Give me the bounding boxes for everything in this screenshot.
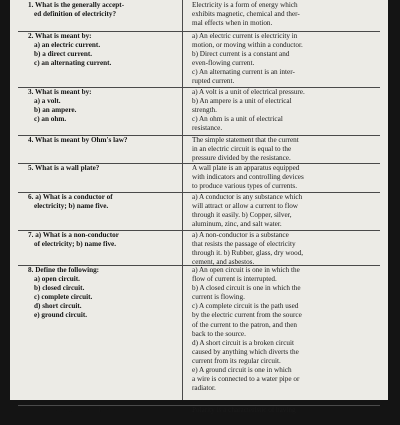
answer-line: by the electric current from the source [192,311,302,320]
answer-line: Electricity is a form of energy which [192,1,298,9]
answer-line: resistance. [192,124,223,133]
answer-line: c) An ohm is a unit of electrical [192,115,283,124]
answer-cell [192,164,374,191]
question-cell [28,32,178,68]
question-line: a) an electric current. [34,41,101,50]
qa-row [18,230,380,266]
answer-line: that resists the passage of electricity [192,240,296,249]
question-line: 9. What is meant by polarity? [28,406,119,414]
answer-line: current is flowing. [192,293,245,302]
question-line: c) complete circuit. [34,293,93,302]
answer-cell [192,88,374,133]
answer-line: a) A non-conductor is a substance [192,231,289,239]
question-line: 4. What is meant by Ohm's law? [28,136,128,144]
answer-line: a) A conductor is any substance which [192,193,303,201]
answer-line: a) An electric current is electricity in [192,32,298,40]
question-cell [28,164,178,173]
question-line: e) ground circuit. [34,311,88,320]
answer-line: aluminum, zinc, and salt water. [192,220,282,229]
answer-line: mal effects when in motion. [192,19,273,28]
question-cell [28,1,178,19]
question-cell [28,266,178,321]
question-line: 7. a) What is a non-conductor [28,231,119,239]
question-cell [28,231,178,249]
question-cell [28,136,178,145]
answer-line: of the current to the patron, and then [192,320,297,329]
answer-cell [192,193,374,229]
question-cell [28,88,178,124]
question-line: 1. What is the generally accept- [28,1,125,9]
answer-line: rupted current. [192,77,235,86]
answer-line: motion, or moving within a conductor. [192,41,303,50]
answer-line: b) Direct current is a constant and [192,50,290,59]
question-line: 8. Define the following: [28,266,100,274]
answer-line: a) A volt is a unit of electrical pressure. [192,88,305,96]
answer-line: a wire is connected to a water pipe or [192,375,300,384]
question-line: a) open circuit. [34,275,80,284]
answer-line: to produce various types of currents. [192,182,297,191]
answer-cell [192,136,374,163]
answer-line: b) An ampere is a unit of electrical [192,97,292,106]
qa-row [18,135,380,164]
question-line: d) short circuit. [34,302,82,311]
answer-line: b) A closed circuit is one in which the [192,284,301,293]
answer-line: with indicators and controlling devices [192,173,304,182]
qa-row [18,265,380,406]
answer-line: back to the source. [192,329,246,338]
answer-line: d) A short circuit is a broken circuit [192,338,294,347]
answer-line: e) A ground circuit is one in which [192,366,292,375]
question-line: b) closed circuit. [34,284,85,293]
question-line: a) a volt. [34,97,61,106]
answer-cell [192,32,374,87]
answer-line: c) An alternating current is an inter- [192,68,295,77]
answer-line: a) An open circuit is one in which the [192,266,300,274]
question-line: b) a direct current. [34,50,93,59]
question-line: c) an ohm. [34,115,67,124]
answer-line: The simple statement that the current [192,136,299,144]
question-line: 6. a) What is a conductor of [28,193,113,201]
question-line: ed definition of electricity? [34,10,117,19]
answer-cell [192,406,374,415]
answer-cell [192,231,374,267]
question-line: electricity; b) name five. [34,202,109,211]
answer-line: through it. b) Rubber, glass, dry wood, [192,249,304,258]
answer-line: strength. [192,106,217,115]
question-line: 5. What is a wall plate? [28,164,100,172]
qa-row [18,192,380,231]
question-cell [28,406,178,415]
qa-row [18,0,380,32]
qa-row [18,31,380,88]
question-cell [28,193,178,211]
answer-line: exhibits magnetic, chemical and ther- [192,10,300,19]
answer-line: A wall plate is an apparatus equipped [192,164,300,172]
answer-line: Polarity is a characteristic of having [192,406,296,414]
answer-line: radiator. [192,384,216,393]
qa-row [18,405,380,425]
answer-line: caused by anything which diverts the [192,347,299,356]
answer-line: in an electric circuit is equal to the [192,145,292,154]
question-line: b) an ampere. [34,106,77,115]
question-line: 3. What is meant by: [28,88,92,96]
answer-line: will attract or allow a current to flow [192,202,298,211]
question-line: of electricity; b) name five. [34,240,117,249]
answer-line: current from its regular circuit. [192,356,281,365]
qa-row [18,87,380,136]
document-page [10,0,388,414]
answer-line: flow of current is interrupted. [192,275,277,284]
qa-row [18,163,380,193]
answer-cell [192,266,374,393]
answer-line: pressure divided by the resistance. [192,154,291,163]
answer-line: cement, and asbestos. [192,258,255,267]
question-line: 2. What is meant by: [28,32,92,40]
answer-cell [192,1,374,28]
question-line: c) an alternating current. [34,59,112,68]
answer-line: c) A complete circuit is the path used [192,302,299,311]
answer-line: even-flowing current. [192,59,255,68]
answer-line: through it easily. b) Copper, silver, [192,211,292,220]
